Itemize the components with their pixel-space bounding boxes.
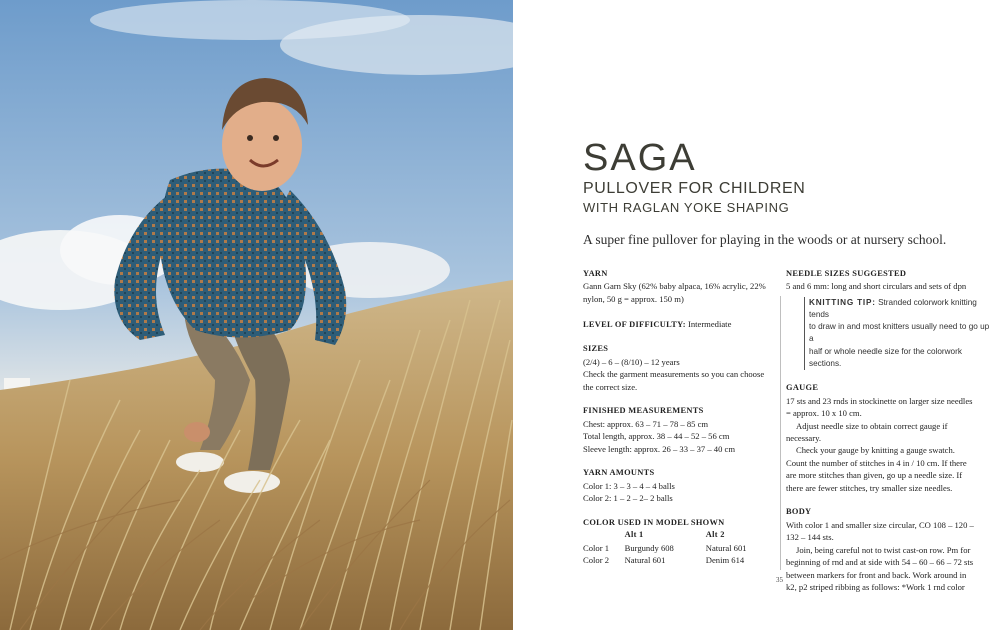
intro-text: A super fine pullover for playing in the woods or at nursery school.: [583, 232, 947, 247]
needles-heading: NEEDLE SIZES SUGGESTED: [786, 269, 907, 278]
table-cell: Natural 601: [705, 542, 747, 553]
page-number: 35: [776, 576, 783, 584]
yarn-heading: YARN: [583, 269, 608, 278]
gauge-line: are more stitches than given, go up a needle size. If: [786, 470, 963, 481]
page-title: SAGA: [583, 137, 697, 179]
measurement-line: Total length, approx. 38 – 44 – 52 – 56 cm: [583, 431, 730, 442]
body-heading: BODY: [786, 507, 812, 517]
table-cell: Color 1: [583, 542, 610, 553]
knitting-tip-box: [804, 297, 992, 370]
yarn-amount-line: Color 2: 1 – 2 – 2– 2 balls: [583, 493, 673, 504]
table-cell: Denim 614: [705, 555, 745, 566]
table-cell: Natural 601: [624, 555, 666, 566]
column-divider: [780, 296, 781, 570]
colors-heading: COLOR USED IN MODEL SHOWN: [583, 518, 725, 528]
pattern-column-right: [786, 268, 992, 593]
tip-text: Stranded colorwork knitting tends: [809, 297, 977, 320]
body-line: Join, being careful not to twist cast-on row. Pm for: [796, 544, 971, 555]
gauge-line: there are fewer stitches, try smaller size needles.: [786, 482, 953, 493]
body-line: between markers for front and back. Work around in: [786, 569, 967, 580]
sizes-line: (2/4) – 6 – (8/10) – 12 years: [583, 356, 680, 367]
body-line: With color 1 and smaller size circular, CO 108 – 120 –: [786, 519, 974, 530]
sizes-line: the correct size.: [583, 381, 638, 392]
pattern-column-left: [583, 268, 775, 567]
table-header: Alt 2: [705, 530, 725, 540]
sizes-heading: SIZES: [583, 344, 609, 354]
difficulty-line: [583, 318, 775, 331]
table-row: [583, 542, 775, 554]
gauge-line: Adjust needle size to obtain correct gauge if: [796, 420, 948, 431]
body-line: k2, p2 striped ribbing as follows: *Work 1 rnd color: [786, 581, 965, 592]
tip-heading: KNITTING TIP:: [809, 297, 876, 307]
gauge-line: Count the number of stitches in 4 in / 10 cm. If there: [786, 457, 967, 468]
tip-line: half or whole needle size for the colorwork sections.: [809, 346, 962, 368]
table-cell: Color 2: [583, 555, 610, 566]
table-row: [583, 529, 775, 541]
table-row: [583, 554, 775, 566]
color-table: [583, 529, 775, 566]
measurement-line: Chest: approx. 63 – 71 – 78 – 85 cm: [583, 418, 709, 429]
table-header: Alt 1: [624, 530, 644, 540]
gauge-heading: GAUGE: [786, 383, 819, 393]
tip-line: to draw in and most knitters usually need to go up a: [809, 322, 990, 344]
table-cell: Burgundy 608: [624, 542, 674, 553]
body-line: 132 – 144 sts.: [786, 532, 834, 543]
yarn-line: Gann Garn Sky (62% baby alpaca, 16% acrylic, 22%: [583, 281, 766, 292]
body-line: beginning of rnd and at side with 54 – 60 – 66 – 72 sts: [786, 557, 974, 568]
gauge-line: Check your gauge by knitting a gauge swatch.: [796, 445, 955, 456]
measurement-line: Sleeve length: approx. 26 – 33 – 37 – 40 cm: [583, 443, 736, 454]
gauge-line: necessary.: [786, 433, 821, 444]
yarn-amounts-heading: YARN AMOUNTS: [583, 468, 655, 478]
tip-line: [809, 297, 992, 321]
measurements-heading: FINISHED MEASUREMENTS: [583, 406, 704, 416]
needles-line: 5 and 6 mm: long and short circulars and sets of dpn: [786, 281, 967, 292]
difficulty-value: Intermediate: [685, 318, 732, 329]
gauge-line: 17 sts and 23 rnds in stockinette on larger size needles: [786, 395, 973, 406]
page-subtitle-secondary: WITH RAGLAN YOKE SHAPING: [583, 200, 790, 215]
sizes-line: Check the garment measurements so you can choose: [583, 369, 765, 380]
difficulty-heading: LEVEL OF DIFFICULTY:: [583, 319, 686, 329]
yarn-amount-line: Color 1: 3 – 3 – 4 – 4 balls: [583, 480, 675, 491]
gauge-line: = approx. 10 x 10 cm.: [786, 408, 862, 419]
yarn-line: nylon, 50 g = approx. 150 m): [583, 293, 684, 304]
page-subtitle: PULLOVER FOR CHILDREN: [583, 180, 806, 197]
